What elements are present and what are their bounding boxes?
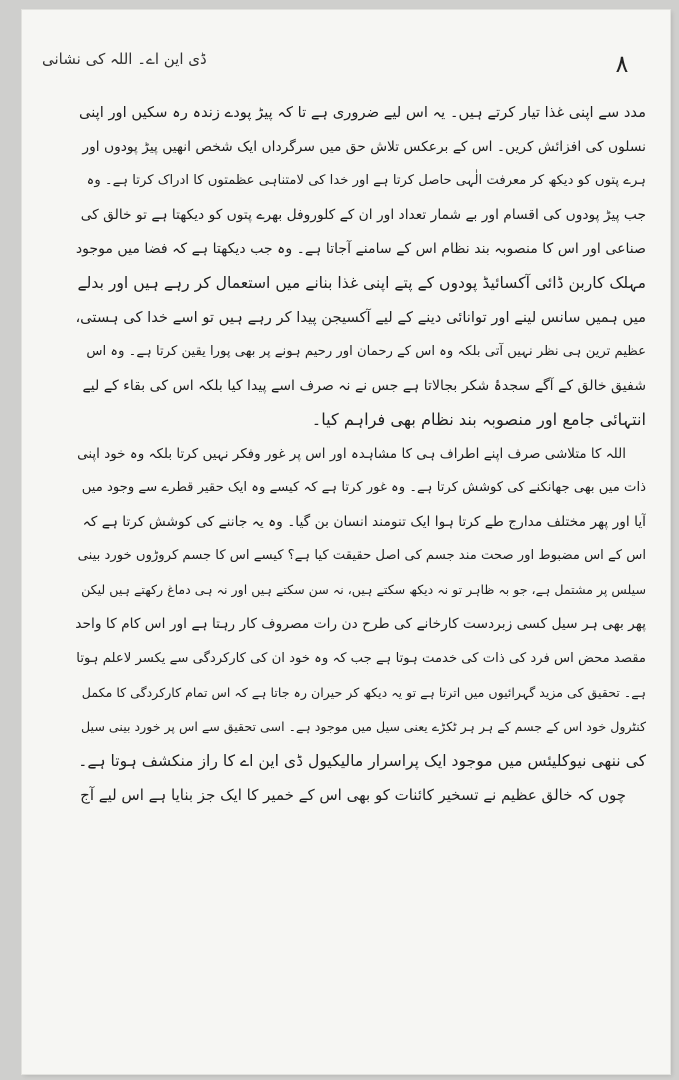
text-line: پھر بھی ہر سیل کسی زبردست کارخانے کی طرح دن رات مصروف کار رہتا ہے اور اس کام کا واحد: [75, 616, 646, 633]
text-line: ہے۔ تحقیق کی مزید گہرائیوں میں اترتا ہے تو یہ دیکھ کر حیران رہ جاتا ہے کہ اس تمام کارکردگی کا مکمل: [81, 684, 646, 700]
text-line: چوں کہ خالق عظیم نے تسخیر کائنات کو بھی اس کے خمیر کا ایک جز بنایا ہے اس لیے آج: [80, 785, 626, 804]
text-line: جب پیڑ پودوں کی اقسام اور بے شمار تعداد اور ان کے کلوروفل بھرے پتوں کو دیکھتا ہے تو خالق کی: [80, 207, 646, 224]
text-line: مقصد محض اس فرد کی ذات کی خدمت ہوتا ہے جب کہ وہ خود ان کی کارکردگی سے یکسر لاعلم ہوتا: [76, 650, 646, 666]
text-line: نسلوں کی افزائش کریں۔ اس کے برعکس تلاش حق میں سرگرداں ایک شخص انھیں پیڑ پودوں اور: [82, 139, 646, 156]
text-line: میں ہمیں سانس لینے اور توانائی دینے کے لیے آکسیجن پیدا کر رہے ہیں تو اسے خدا کی ہستی،: [75, 308, 646, 326]
text-line: صناعی اور اس کا منصوبہ بند نظام اس کے سامنے آجاتا ہے۔ وہ جب دیکھتا ہے کہ فضا میں موجود: [75, 241, 646, 258]
page-number: ۸: [615, 50, 629, 78]
text-line: ہرے پتوں کو دیکھ کر معرفت الٰہی حاصل کرتا ہے اور خدا کی لامتناہی عظمتوں کا ادراک کرتا ہے۔ وہ: [86, 173, 646, 189]
body-text: [74, 96, 646, 812]
text-line: مدد سے اپنی غذا تیار کرتے ہیں۔ یہ اس لیے ضروری ہے تا کہ پیڑ پودے زندہ رہ سکیں اور اپنی: [78, 104, 646, 121]
text-line: شفیق خالق کے آگے سجدۂ شکر بجالاتا ہے جس نے نہ صرف اسے پیدا کیا بلکہ اس کی بقاء کے لیے: [82, 377, 646, 394]
text-line: ذات میں بھی جھانکنے کی کوشش کرتا ہے۔ وہ غور کرتا ہے کہ کیسے وہ ایک حقیر قطرے سے وجود میں: [81, 480, 646, 496]
text-line: اس کے اس مضبوط اور صحت مند جسم کی اصل حقیقت کیا ہے؟ کیسے اس کا جسم کروڑوں خورد بینی: [77, 548, 646, 564]
text-line: کنٹرول خود اس کے جسم کے ہر ہر ٹکڑے یعنی سیل میں موجود ہے۔ اسی تحقیق سے اس پر خورد بینی سیل: [81, 718, 646, 734]
text-line: مہلک کاربن ڈائی آکسائیڈ پودوں کے پتے اپنی غذا بنانے میں استعمال کر رہے ہیں اور بدلے: [77, 274, 646, 293]
text-line: آیا اور پھر مختلف مدارج طے کرتا ہوا ایک تنومند انسان بن گیا۔ وہ یہ جاننے کی کوشش کرتا ہے کہ: [82, 514, 646, 531]
text-line: کی ننھی نیوکلیئس میں موجود ایک پراسرار مالیکیول ڈی این اے کا راز منکشف ہوتا ہے۔: [78, 751, 646, 770]
running-head: ڈی این اے۔ اللہ کی نشانی: [42, 50, 207, 68]
book-page: [22, 10, 670, 1074]
text-line: انتہائی جامع اور منصوبہ بند نظام بھی فراہم کیا۔: [311, 409, 646, 429]
text-line: عظیم ترین ہی نظر نہیں آتی بلکہ وہ اس کے رحمان اور رحیم ہونے پر بھی پورا یقین کرتا ہے۔ وہ اس: [86, 343, 646, 359]
text-line: اللہ کا متلاشی صرف اپنے اطراف ہی کا مشاہدہ اور اس پر غور وفکر نہیں کرتا بلکہ وہ خود اپنی: [77, 445, 626, 462]
page-header: [22, 10, 670, 100]
text-line: سیلس پر مشتمل ہے، جو بہ ظاہر تو نہ دیکھ سکتے ہیں، نہ سن سکتے ہیں اور نہ ہی دماغ رکھتے ہیں لیکن: [81, 582, 646, 598]
